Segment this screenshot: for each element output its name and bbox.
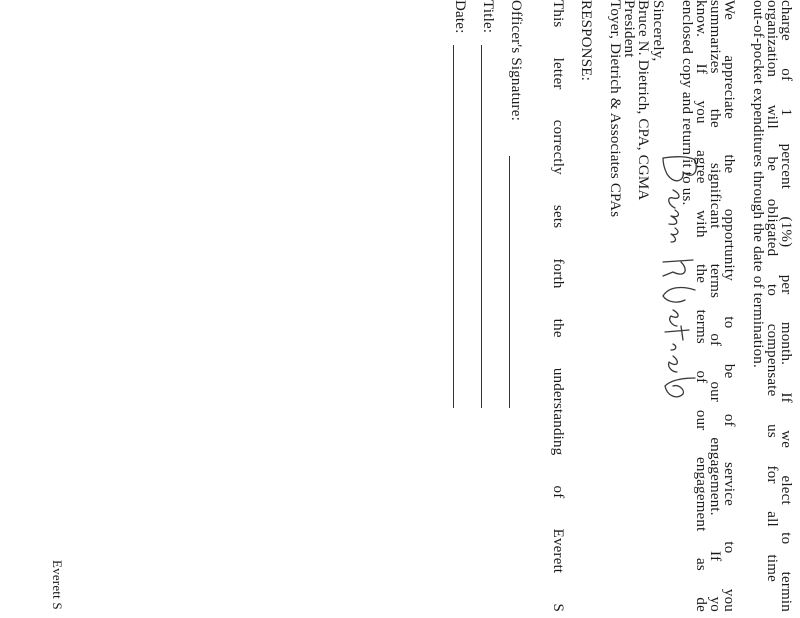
date-line bbox=[453, 45, 454, 408]
date-label: Date: bbox=[452, 0, 468, 34]
officer-signature-line bbox=[509, 156, 510, 408]
paragraph2-line-3: know. If you agree with the terms of our engagement as de bbox=[693, 0, 709, 612]
response-heading: RESPONSE: bbox=[578, 0, 594, 81]
footer-text: Everett S bbox=[50, 560, 65, 610]
signer-firm: Toyer, Dietrich & Associates CPAs bbox=[607, 0, 623, 218]
paragraph1-line-2: organization will be obligated to compensate us for all time bbox=[764, 0, 780, 582]
title-label: Title: bbox=[480, 0, 496, 34]
handwritten-signature bbox=[653, 150, 703, 420]
title-line bbox=[481, 45, 482, 408]
paragraph2-line-2: summarizes the significant terms of our engagement. If yo bbox=[707, 0, 723, 612]
closing: Sincerely, bbox=[650, 0, 666, 62]
signer-name: Bruce N. Dietrich, CPA, CGMA bbox=[635, 0, 651, 201]
paragraph1-line-1: charge of 1 percent (1%) per month. If we elect to termin bbox=[778, 0, 794, 612]
paragraph2-line-1: We appreciate the opportunity to be of service to you bbox=[721, 0, 737, 612]
response-text: This letter correctly sets forth the understanding of Everett S bbox=[550, 0, 566, 612]
officer-signature-label: Officer's Signature: bbox=[508, 0, 524, 121]
paragraph2-line-4: enclosed copy and return it to us. bbox=[679, 0, 695, 206]
signer-title: President bbox=[621, 0, 637, 58]
paragraph1-line-3: out-of-pocket expenditures through the date of termination. bbox=[750, 0, 766, 368]
